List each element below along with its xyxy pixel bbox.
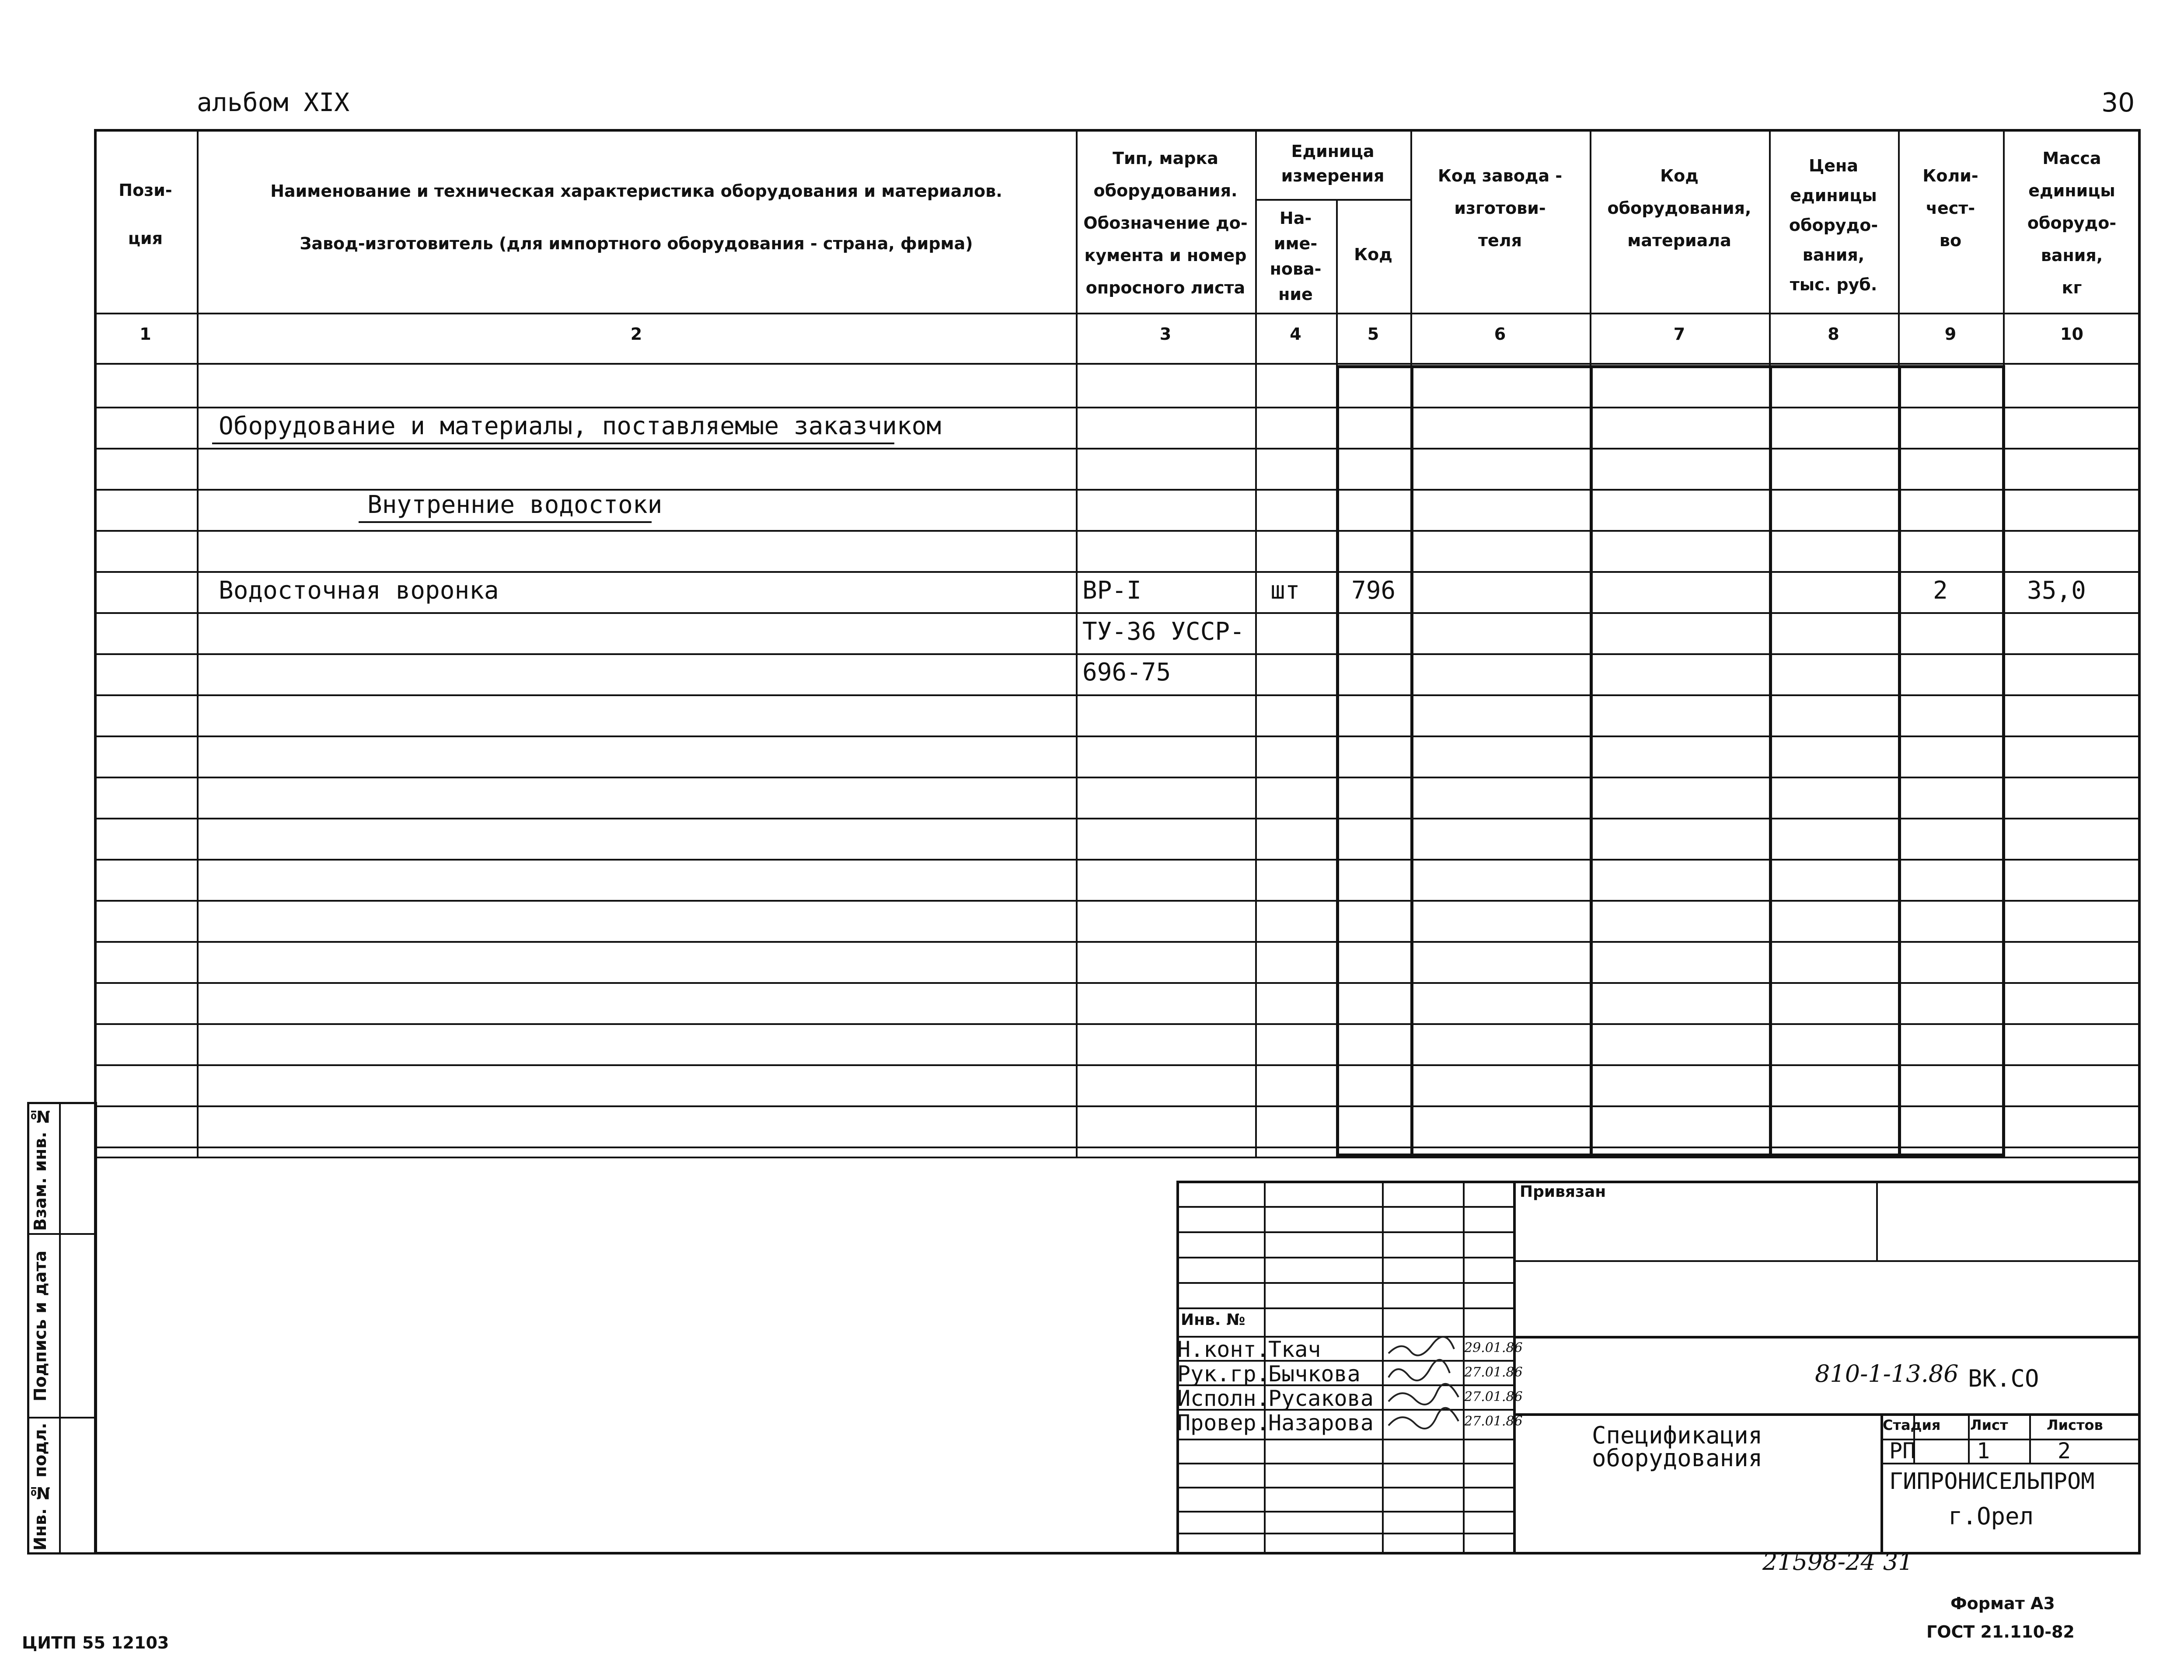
colnum-5: 5 xyxy=(1367,324,1379,344)
colnum-7: 7 xyxy=(1673,324,1685,344)
subsection-title-underline xyxy=(359,521,652,523)
tb-stage-col-0 xyxy=(1968,1413,1970,1463)
row-line xyxy=(94,448,2141,450)
header-col-2a: Наименование и техническая характеристика оборудования и материалов. xyxy=(270,181,1002,201)
item-type-line-1: ВР-I xyxy=(1082,576,1141,605)
header-col-7-line: Код xyxy=(1660,166,1699,185)
header-bottom-line xyxy=(94,313,2141,314)
colnum-2: 2 xyxy=(630,324,642,344)
tb-role-4: Провер. xyxy=(1177,1410,1270,1436)
row-line xyxy=(94,818,2141,819)
tb-row-line xyxy=(1176,1439,1513,1440)
tb-org: ГИПРОНИСЕЛЬПРОМ xyxy=(1889,1468,2095,1495)
row-line xyxy=(94,530,2141,532)
header-col-3-line: кумента и номер xyxy=(1084,246,1247,265)
header-col-10-line: единицы xyxy=(2028,181,2115,200)
tb-title-line-1: Спецификация xyxy=(1592,1422,1763,1449)
header-unit-group xyxy=(1255,139,1410,188)
row-line xyxy=(94,777,2141,778)
header-col-7 xyxy=(1590,160,1769,257)
tb-stage-divider xyxy=(1880,1413,1883,1555)
tb-date-4: 27.01.86 xyxy=(1464,1414,1523,1429)
album-label: альбом XIX xyxy=(197,87,350,117)
row-line xyxy=(94,1023,2141,1025)
header-col-8-line: оборудо- xyxy=(1789,216,1878,235)
item-quantity: 2 xyxy=(1933,576,1948,605)
tb-title-line-2: оборудования xyxy=(1592,1444,1763,1472)
footer-cipt: ЦИТП 55 12103 xyxy=(22,1633,169,1652)
tb-city: г.Орел xyxy=(1948,1502,2034,1530)
side-stamp-line-2 xyxy=(27,1417,97,1419)
subsection-title: Внутренние водостоки xyxy=(367,491,663,519)
tb-row-line xyxy=(1176,1282,1513,1284)
tb-name-3: Русакова xyxy=(1268,1386,1374,1411)
header-col-9-line: Коли- xyxy=(1922,166,1978,185)
tb-row-line xyxy=(1176,1511,1513,1513)
tb-code-top xyxy=(1513,1336,2141,1338)
header-col-3-line: оборудования. xyxy=(1093,181,1238,200)
header-col-10-line: кг xyxy=(2062,278,2082,297)
header-col-2b: Завод-изготовитель (для импортного оборудования - страна, фирма) xyxy=(300,234,973,253)
row-line xyxy=(94,653,2141,655)
row-line xyxy=(94,900,2141,902)
header-col-9 xyxy=(1898,160,2003,257)
tb-row-line xyxy=(1176,1257,1513,1258)
row-line xyxy=(94,1105,2141,1107)
tb-role-3: Исполн. xyxy=(1177,1386,1270,1411)
header-col-6 xyxy=(1410,160,1590,257)
header-col-6-line: теля xyxy=(1478,231,1522,250)
item-type-line-2: ТУ-36 УССР- xyxy=(1082,617,1245,646)
colnum-10: 10 xyxy=(2060,324,2083,344)
tb-row-line xyxy=(1176,1463,1513,1464)
row-line xyxy=(94,694,2141,696)
side-stamp-replace-inv: Взам. инв. № xyxy=(31,1106,50,1231)
tb-col-2 xyxy=(1382,1181,1384,1555)
row-line xyxy=(94,982,2141,984)
side-stamp-signature-date: Подпись и дата xyxy=(31,1250,50,1402)
header-col-10-line: Масса xyxy=(2042,149,2101,168)
tb-sheets-value: 2 xyxy=(2058,1438,2071,1464)
unit-group-divider xyxy=(1255,199,1410,201)
tb-attached-bottom xyxy=(1513,1260,2141,1262)
signature-scribbles xyxy=(1384,1336,1463,1436)
tb-code-bottom xyxy=(1513,1413,2141,1416)
header-col-4-line: име- xyxy=(1273,234,1318,253)
tb-row-line xyxy=(1176,1231,1513,1233)
side-stamp-divider xyxy=(59,1102,61,1555)
tb-sheet-value: 1 xyxy=(1977,1438,1990,1464)
footer-handwritten-number: 21598-24 31 xyxy=(1762,1548,1913,1575)
unit-group-line: измерения xyxy=(1281,166,1385,185)
tb-stage-col-2 xyxy=(2029,1413,2031,1463)
bold-region-cols-5-9 xyxy=(1336,365,2005,1157)
header-col-8-line: тыс. руб. xyxy=(1790,275,1877,294)
tb-stage-row-1 xyxy=(1880,1439,2141,1440)
header-col-3-line: Обозначение до- xyxy=(1083,213,1248,233)
tb-doc-code: ВК.СО xyxy=(1968,1365,2039,1392)
colnum-1: 1 xyxy=(140,324,151,344)
tb-doc-code-handwritten: 810-1-13.86 xyxy=(1815,1360,1959,1387)
section-title-underline xyxy=(212,443,894,444)
side-stamp-orig-inv: Инв. № подл. xyxy=(31,1422,50,1551)
item-unit-name: шт xyxy=(1270,576,1300,605)
header-col-8-line: единицы xyxy=(1790,186,1877,205)
tb-date-2: 27.01.86 xyxy=(1464,1365,1523,1380)
header-col-6-line: изготови- xyxy=(1454,199,1546,218)
tb-row-line xyxy=(1176,1206,1513,1208)
header-col-4-line: нова- xyxy=(1270,259,1322,279)
tb-inv-label: Инв. № xyxy=(1181,1311,1246,1329)
bold-line-8 xyxy=(1769,365,1772,1157)
colnum-4: 4 xyxy=(1290,324,1301,344)
header-col-8-line: вания, xyxy=(1802,245,1865,265)
header-col-9-line: чест- xyxy=(1926,199,1975,218)
header-col-1: Пози- ция xyxy=(119,181,172,248)
header-col-4 xyxy=(1255,206,1336,307)
numbers-bottom-line xyxy=(94,363,2141,365)
header-col-10-line: оборудо- xyxy=(2027,213,2117,233)
header-col-3 xyxy=(1076,142,1255,304)
tb-name-4: Назарова xyxy=(1268,1410,1374,1436)
tb-name-1: Ткач xyxy=(1268,1337,1321,1362)
row-line xyxy=(94,859,2141,861)
section-title: Оборудование и материалы, поставляемые заказчиком xyxy=(219,412,942,440)
colnum-3: 3 xyxy=(1159,324,1172,344)
row-line xyxy=(94,612,2141,614)
tb-role-2: Рук.гр. xyxy=(1177,1361,1270,1387)
row-line xyxy=(94,1147,2141,1148)
header-col-4-line: ние xyxy=(1278,285,1313,304)
page-number: 30 xyxy=(2101,87,2135,118)
header-col-7-line: оборудования, xyxy=(1607,199,1751,218)
footer-gost: ГОСТ 21.110-82 xyxy=(1926,1622,2075,1642)
tb-row-line xyxy=(1176,1533,1513,1534)
bold-line-6 xyxy=(1410,365,1413,1157)
tb-sheets-label: Листов xyxy=(2047,1417,2103,1433)
col-line-1 xyxy=(197,129,199,1157)
unit-group-line: Единица xyxy=(1291,142,1375,161)
footer-format: Формат А3 xyxy=(1950,1594,2055,1613)
tb-stage-label: Стадия xyxy=(1883,1417,1941,1433)
item-mass: 35,0 xyxy=(2027,576,2086,605)
tb-attached-divider xyxy=(1876,1181,1878,1260)
bold-line-9 xyxy=(1898,365,1901,1157)
tb-sheet-label: Лист xyxy=(1970,1417,2008,1433)
tb-date-1: 29.01.86 xyxy=(1464,1340,1523,1356)
tb-role-1: Н.конт. xyxy=(1177,1337,1270,1362)
header-col-9-line: во xyxy=(1939,231,1962,250)
header-col-4-line: На- xyxy=(1279,209,1312,228)
item-unit-code: 796 xyxy=(1351,576,1396,605)
colnum-6: 6 xyxy=(1494,324,1506,344)
row-line xyxy=(94,1064,2141,1066)
colnum-8: 8 xyxy=(1828,324,1839,344)
header-col-10-line: вания, xyxy=(2041,246,2103,265)
tb-row-line xyxy=(1176,1307,1513,1309)
row-line xyxy=(94,571,2141,573)
body-bottom-line xyxy=(94,1157,2141,1158)
row-line xyxy=(94,735,2141,737)
tb-stage-row-2 xyxy=(1880,1463,2141,1464)
header-col-8 xyxy=(1769,151,1898,300)
header-col-7-line: материала xyxy=(1627,231,1731,250)
row-line xyxy=(94,941,2141,943)
header-col-3-line: Тип, марка xyxy=(1113,149,1218,168)
tb-name-2: Бычкова xyxy=(1268,1361,1361,1387)
header-col-3-line: опросного листа xyxy=(1085,278,1246,297)
header-col-6-line: Код завода - xyxy=(1437,166,1563,185)
tb-attached-label: Привязан xyxy=(1520,1183,1606,1201)
colnum-9: 9 xyxy=(1944,324,1957,344)
row-line xyxy=(94,407,2141,408)
header-col-5: Код xyxy=(1354,245,1392,264)
bold-line-7 xyxy=(1590,365,1593,1157)
tb-row-line xyxy=(1176,1487,1513,1488)
header-col-8-line: Цена xyxy=(1809,156,1858,175)
header-col-10 xyxy=(2003,142,2141,304)
tb-stage-value: РП xyxy=(1889,1438,1916,1464)
item-type-line-3: 696-75 xyxy=(1082,658,1171,687)
side-stamp-line-1 xyxy=(27,1233,97,1235)
item-name: Водосточная воронка xyxy=(219,576,499,605)
tb-date-3: 27.01.86 xyxy=(1464,1389,1523,1405)
